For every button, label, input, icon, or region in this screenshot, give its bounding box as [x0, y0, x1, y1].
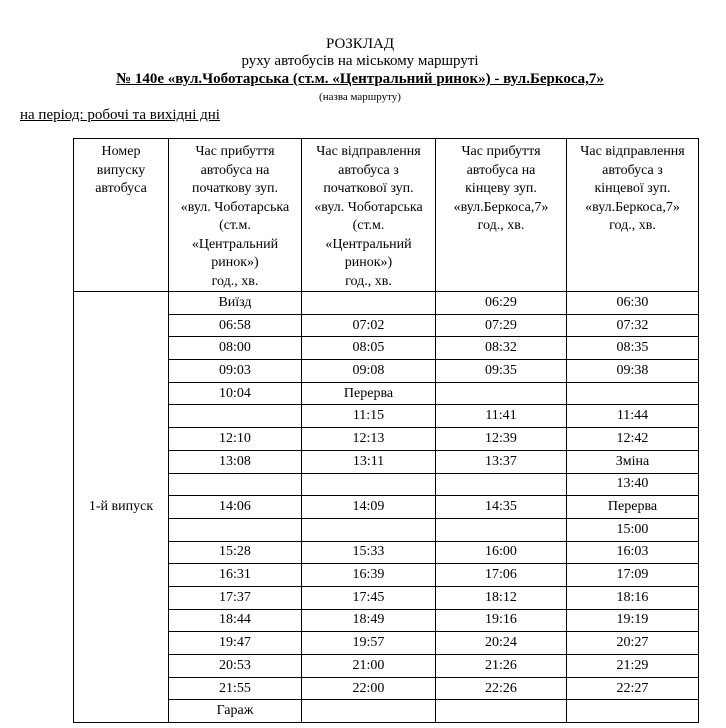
schedule-body	[74, 292, 699, 723]
time-cell: 19:19	[567, 609, 699, 632]
time-cell: 15:33	[302, 541, 436, 564]
time-cell: 14:35	[436, 496, 567, 519]
time-cell: Перерва	[302, 382, 436, 405]
time-cell: 21:55	[169, 677, 302, 700]
header-arrival-start: Час прибуття автобуса на початкову зуп. «вул. Чоботарська (ст.м. «Центральний ринок») год., хв.	[169, 139, 302, 292]
time-cell: Виїзд	[169, 292, 302, 315]
time-cell: 09:08	[302, 360, 436, 383]
time-cell: 08:35	[567, 337, 699, 360]
time-cell: 14:09	[302, 496, 436, 519]
time-cell: 18:12	[436, 586, 567, 609]
time-cell: 12:13	[302, 428, 436, 451]
time-cell: 13:37	[436, 450, 567, 473]
time-cell: 08:32	[436, 337, 567, 360]
time-cell: 14:06	[169, 496, 302, 519]
time-cell: Зміна	[567, 450, 699, 473]
time-cell: 12:39	[436, 428, 567, 451]
time-cell	[567, 700, 699, 723]
time-cell: 16:39	[302, 564, 436, 587]
time-cell: 17:06	[436, 564, 567, 587]
time-cell: 11:44	[567, 405, 699, 428]
header-release-number: Номер випуску автобуса	[74, 139, 169, 292]
time-cell	[436, 382, 567, 405]
time-cell	[169, 405, 302, 428]
route-name: № 140е «вул.Чоботарська (ст.м. «Центральний ринок») - вул.Беркоса,7»	[116, 71, 604, 87]
time-cell: 21:00	[302, 655, 436, 678]
time-cell: 09:35	[436, 360, 567, 383]
time-cell: 19:47	[169, 632, 302, 655]
time-cell: 22:00	[302, 677, 436, 700]
time-cell: 16:00	[436, 541, 567, 564]
time-cell: 19:57	[302, 632, 436, 655]
time-cell: 11:41	[436, 405, 567, 428]
time-cell: 07:32	[567, 314, 699, 337]
time-cell: 18:44	[169, 609, 302, 632]
time-cell: 17:37	[169, 586, 302, 609]
time-cell	[302, 473, 436, 496]
header-departure-start: Час відправлення автобуса з початкової зуп. «вул. Чоботарська (ст.м. «Центральний ринок») год., хв.	[302, 139, 436, 292]
header-row	[74, 139, 699, 292]
page-subtitle: руху автобусів на міському маршруті	[241, 53, 479, 69]
time-cell	[302, 700, 436, 723]
time-cell: 22:27	[567, 677, 699, 700]
time-cell: 09:38	[567, 360, 699, 383]
time-cell: 13:11	[302, 450, 436, 473]
time-cell	[302, 292, 436, 315]
time-cell: Перерва	[567, 496, 699, 519]
time-cell: 06:58	[169, 314, 302, 337]
time-cell: 16:31	[169, 564, 302, 587]
time-cell: 19:16	[436, 609, 567, 632]
time-cell	[436, 700, 567, 723]
time-cell: 10:04	[169, 382, 302, 405]
table-row	[74, 292, 699, 315]
time-cell: 20:24	[436, 632, 567, 655]
header-arrival-end: Час прибуття автобуса на кінцеву зуп. «вул.Беркоса,7» год., хв.	[436, 139, 567, 292]
time-cell: 06:30	[567, 292, 699, 315]
release-number-cell: 1-й випуск	[74, 292, 169, 723]
time-cell: 21:26	[436, 655, 567, 678]
time-cell: 18:16	[567, 586, 699, 609]
period-label: на період: робочі та вихідні дні	[20, 107, 220, 123]
time-cell	[436, 473, 567, 496]
time-cell: 20:27	[567, 632, 699, 655]
time-cell: 20:53	[169, 655, 302, 678]
time-cell	[169, 518, 302, 541]
time-cell: 13:40	[567, 473, 699, 496]
route-caption: (назва маршруту)	[319, 91, 401, 103]
time-cell: 22:26	[436, 677, 567, 700]
time-cell: Гараж	[169, 700, 302, 723]
time-cell: 15:00	[567, 518, 699, 541]
time-cell	[567, 382, 699, 405]
time-cell: 08:05	[302, 337, 436, 360]
time-cell	[302, 518, 436, 541]
page-title: РОЗКЛАД	[325, 36, 395, 52]
time-cell: 09:03	[169, 360, 302, 383]
time-cell: 13:08	[169, 450, 302, 473]
time-cell: 07:29	[436, 314, 567, 337]
time-cell: 17:45	[302, 586, 436, 609]
header-departure-end: Час відправлення автобуса з кінцевої зуп. «вул.Беркоса,7» год., хв.	[567, 139, 699, 292]
time-cell: 07:02	[302, 314, 436, 337]
time-cell: 12:10	[169, 428, 302, 451]
time-cell	[436, 518, 567, 541]
time-cell	[169, 473, 302, 496]
time-cell: 18:49	[302, 609, 436, 632]
time-cell: 12:42	[567, 428, 699, 451]
time-cell: 21:29	[567, 655, 699, 678]
time-cell: 16:03	[567, 541, 699, 564]
time-cell: 11:15	[302, 405, 436, 428]
time-cell: 06:29	[436, 292, 567, 315]
time-cell: 08:00	[169, 337, 302, 360]
time-cell: 15:28	[169, 541, 302, 564]
time-cell: 17:09	[567, 564, 699, 587]
schedule-table	[73, 138, 699, 723]
